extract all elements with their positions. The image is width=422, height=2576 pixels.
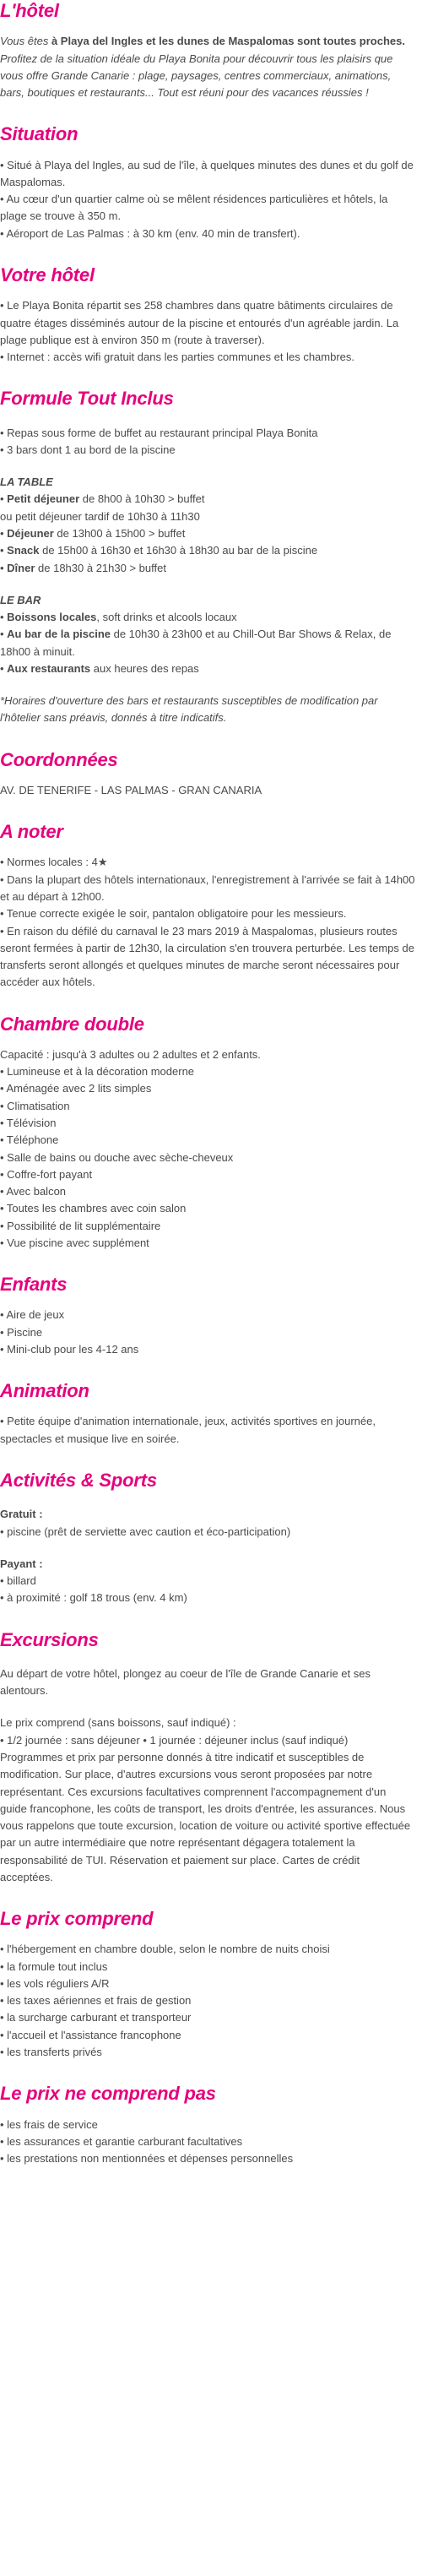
list-item: • Coffre-fort payant: [0, 1167, 93, 1181]
list-item: • Salle de bains ou douche avec sèche-cheveux: [0, 1150, 234, 1164]
list-item: • 3 bars dont 1 au bord de la piscine: [0, 443, 176, 456]
list-item: • Lumineuse et à la décoration moderne: [0, 1065, 195, 1079]
list-item: • les assurances et garantie carburant facultatives: [0, 2134, 243, 2148]
section-situation: [0, 123, 415, 242]
section-title-activites: Activités & Sports: [0, 1470, 157, 1492]
excursions-price-intro: Le prix comprend (sans boissons, sauf indiqué) :: [0, 1716, 236, 1730]
list-item: • Boissons locales, soft drinks et alcools locaux: [0, 611, 237, 624]
payant-label-text: Payant :: [0, 1557, 43, 1570]
section-title-a-noter: A noter: [0, 821, 63, 843]
section-excursions: [0, 1629, 415, 1886]
section-title-prix-comprend: Le prix comprend: [0, 1908, 154, 1930]
list-item: • Mini-club pour les 4-12 ans: [0, 1342, 139, 1356]
list-item: • à proximité : golf 18 trous (env. 4 km): [0, 1591, 187, 1605]
bar-label: Aux restaurants: [7, 661, 91, 675]
list-item: • Au cœur d'un quartier calme où se mêlent résidences particulières et hôtels, la plage se trouve à 350 m.: [0, 193, 388, 223]
formule-table: [0, 474, 415, 577]
meal-text: de 18h30 à 21h30 > buffet: [35, 561, 166, 574]
list-item: • En raison du défilé du carnaval le 23 mars 2019 à Maspalomas, plusieurs routes seront fermées à partir de 12h30, la circulation s'en trouvera perturbée. Les temps de transferts seront allongés et quelques minutes de marche seront nécessaires pour accéder aux hôtels.: [0, 924, 414, 989]
meal-text: de 13h00 à 15h00 > buffet: [53, 526, 186, 540]
list-item: • la surcharge carburant et transporteur: [0, 2011, 192, 2024]
section-formule: [0, 388, 415, 726]
section-a-noter: [0, 821, 415, 991]
list-item: • Aéroport de Las Palmas : à 30 km (env. 40 min de transfert).: [0, 226, 300, 240]
list-item: [0, 508, 415, 525]
list-item: • Situé à Playa del Ingles, au sud de l'île, à quelques minutes des dunes et du golf de Maspalomas.: [0, 158, 414, 188]
hotel-intro: [0, 33, 415, 101]
meal-label: Petit déjeuner: [7, 492, 80, 506]
formule-intro: [0, 425, 415, 459]
list-item: • Repas sous forme de buffet au restaurant principal Playa Bonita: [0, 426, 318, 439]
section-enfants: [0, 1274, 415, 1358]
list-item: • Déjeuner de 13h00 à 15h00 > buffet: [0, 526, 186, 540]
list-item: • les transferts privés: [0, 2046, 102, 2059]
hotel-intro-start: Vous êtes: [0, 35, 51, 48]
formule-note-block: [0, 693, 415, 727]
bar-label: Boissons locales: [7, 611, 97, 624]
activites-gratuit: [0, 1506, 415, 1541]
section-title-prix-ne-comprend: Le prix ne comprend pas: [0, 2083, 216, 2105]
section-title-excursions: Excursions: [0, 1628, 99, 1650]
section-activites: [0, 1470, 415, 1607]
section-chambre: [0, 1014, 415, 1252]
list-item: • les prestations non mentionnées et dépenses personnelles: [0, 2152, 294, 2166]
section-animation: [0, 1380, 415, 1448]
section-votre-hotel: [0, 264, 415, 366]
meal-label: Snack: [7, 544, 40, 557]
section-coordonnees: [0, 749, 415, 800]
list-item: • Toutes les chambres avec coin salon: [0, 1202, 187, 1215]
meal-text: ou petit déjeuner tardif de 10h30 à 11h30: [0, 509, 200, 523]
list-item: • piscine (prêt de serviette avec caution et éco-participation): [0, 1524, 291, 1538]
excursions-price-block: [0, 1715, 415, 1886]
list-item: • Vue piscine avec supplément: [0, 1236, 149, 1249]
section-title-animation: Animation: [0, 1380, 89, 1402]
list-item: • Snack de 15h00 à 16h30 et 16h30 à 18h30 au bar de la piscine: [0, 544, 318, 557]
excursions-body: Programmes et prix par personne donnés à titre indicatif et susceptibles de modification. Sur place, d'autres excursions vous seront proposées par notre représentant. Ces excursions facultatives comprennent l'accompagnement d'un guide francophone, les coûts de transport, les droits d'entrée, les assurances. Nous vous rappelons que toute excursion, location de voiture ou activité sportive effectuée par un autre intermédiaire que notre représentant dégagera totalement la responsabilité de TUI. Réservation et paiement sur place. Cartes de crédit acceptées.: [0, 1751, 411, 1883]
meal-label: Dîner: [7, 561, 35, 574]
list-item: • l'hébergement en chambre double, selon le nombre de nuits choisi: [0, 1943, 330, 1956]
bar-subheading: LE BAR: [0, 593, 41, 606]
list-item: • Internet : accès wifi gratuit dans les parties communes et les chambres.: [0, 351, 355, 364]
formule-note: *Horaires d'ouverture des bars et restaurants susceptibles de modification par l'hôtelier sans préavis, donnés à titre indicatifs.: [0, 694, 378, 725]
list-item: • Avec balcon: [0, 1185, 67, 1198]
list-item: • Aire de jeux: [0, 1308, 65, 1322]
bar-text: , soft drinks et alcools locaux: [96, 611, 237, 624]
section-title-situation: Situation: [0, 123, 78, 145]
list-item: • les taxes aériennes et frais de gestion: [0, 1994, 192, 2008]
list-item: Capacité : jusqu'à 3 adultes ou 2 adultes et 2 enfants.: [0, 1047, 261, 1061]
meal-text: de 8h00 à 10h30 > buffet: [79, 492, 205, 506]
hotel-intro-bold: à Playa del Ingles et les dunes de Maspalomas sont toutes proches.: [51, 35, 405, 48]
excursions-price-line: • 1/2 journée : sans déjeuner • 1 journée : déjeuner inclus (sauf indiqué): [0, 1733, 349, 1747]
list-item: • Normes locales : 4★: [0, 856, 108, 869]
list-item: • Petit déjeuner de 8h00 à 10h30 > buffet: [0, 492, 205, 506]
list-item: • Le Playa Bonita répartit ses 258 chambres dans quatre bâtiments circulaires de quatre étages disséminés autour de la piscine et entourés d'un agréable jardin. La plage publique est à environ 350 m (route à traverser).: [0, 299, 399, 346]
section-title-enfants: Enfants: [0, 1274, 68, 1296]
list-item: • Aux restaurants aux heures des repas: [0, 661, 199, 675]
list-item: • l'accueil et l'assistance francophone: [0, 2028, 181, 2041]
list-item: • les vols réguliers A/R: [0, 1976, 110, 1990]
meal-text: de 15h00 à 16h30 et 16h30 à 18h30 au bar de la piscine: [39, 544, 318, 557]
section-hotel: [0, 0, 415, 101]
payant-label: [0, 1556, 415, 1573]
list-item: • Dîner de 18h30 à 21h30 > buffet: [0, 561, 166, 574]
meal-label: Déjeuner: [7, 526, 54, 540]
bar-text: aux heures des repas: [90, 661, 199, 675]
list-item: • Télévision: [0, 1116, 57, 1129]
bar-label: Au bar de la piscine: [7, 628, 111, 641]
hotel-intro-rest: Profitez de la situation idéale du Playa Bonita pour découvrir tous les plaisirs que vous offre Grande Canarie : plage, paysages, centres commerciaux, animations, bars, boutiques et restaurants... Tout est réuni pour des vacances réussies !: [0, 52, 393, 100]
section-title-chambre: Chambre double: [0, 1013, 144, 1035]
hotel-address: AV. DE TENERIFE - LAS PALMAS - GRAN CANARIA: [0, 783, 262, 796]
list-item: • Tenue correcte exigée le soir, pantalon obligatoire pour les messieurs.: [0, 907, 347, 921]
activites-payant: [0, 1556, 415, 1607]
section-prix-comprend: [0, 1908, 415, 2061]
list-item: • Dans la plupart des hôtels internationaux, l'enregistrement à l'arrivée se fait à 14h00 et au départ à 12h00.: [0, 872, 415, 904]
list-item: • Petite équipe d'animation internationale, jeux, activités sportives en journée, spectacles et musique live en soirée.: [0, 1415, 376, 1445]
list-item: • Téléphone: [0, 1133, 59, 1147]
list-item: • Climatisation: [0, 1099, 70, 1112]
list-item: • les frais de service: [0, 2117, 98, 2131]
section-title-coordonnees: Coordonnées: [0, 748, 118, 770]
section-prix-ne-comprend: [0, 2083, 415, 2167]
table-subheading: LA TABLE: [0, 476, 53, 489]
list-item: • Possibilité de lit supplémentaire: [0, 1219, 161, 1232]
list-item: • Au bar de la piscine de 10h30 à 23h00 et au Chill-Out Bar Shows & Relax, de 18h00 à minuit.: [0, 628, 392, 658]
list-item: • la formule tout inclus: [0, 1959, 108, 1973]
formule-bar: [0, 592, 415, 677]
gratuit-label-text: Gratuit :: [0, 1508, 43, 1521]
section-title-formule: Formule Tout Inclus: [0, 388, 174, 410]
list-item: • Aménagée avec 2 lits simples: [0, 1082, 152, 1095]
list-item: • Piscine: [0, 1325, 43, 1339]
excursions-intro: Au départ de votre hôtel, plongez au coeur de l'île de Grande Canarie et ses alentours.: [0, 1666, 371, 1698]
gratuit-label: [0, 1506, 415, 1523]
section-title-hotel: L'hôtel: [0, 0, 59, 21]
excursions-intro-block: [0, 1666, 415, 1700]
list-item: • billard: [0, 1574, 36, 1588]
bar-text: de 10h30 à 23h00 et au Chill-Out Bar Shows & Relax, de 18h00 à minuit.: [0, 628, 392, 658]
section-title-votre-hotel: Votre hôtel: [0, 264, 95, 285]
